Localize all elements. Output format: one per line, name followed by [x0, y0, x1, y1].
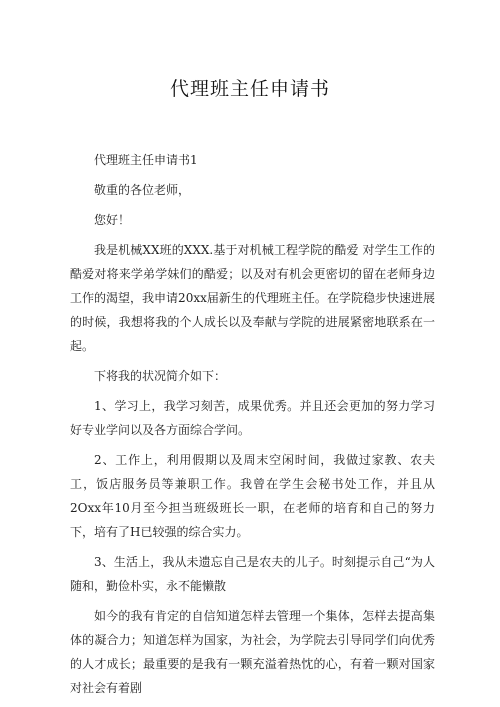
paragraph: 我是机械XX班的XXX.基于对机械工程学院的酷爱 对学生工作的酷爱对将来学弟学妹们的酷爱；以及对有机会更密切的留在老师身边工作的渴望，我申请20xx届新生的代理班主任。在学院稳步快速进展的时候，我想将我的个人成长以及奉献与学院的进展紧密地联系在一起。 [70, 243, 435, 353]
paragraph: 敬重的各位老师， [94, 183, 191, 197]
paragraph: 3、生活上，我从未遗忘自己是农夫的儿子。时刻提示自己“为人随和，勤俭朴实，永不能懒散 [70, 555, 435, 593]
paragraph: 代理班主任申请书1 [94, 153, 198, 167]
paragraph: 1、学习上，我学习刻苦，成果优秀。并且还会更加的努力学习好专业学问以及各方面综合学问。 [70, 399, 435, 437]
document-body [70, 148, 435, 706]
paragraph: 您好！ [94, 213, 131, 227]
paragraph: 2、工作上，利用假期以及周末空闲时间，我做过家教、农夫工，饭店服务员等兼职工作。我曾在学生会秘书处工作，并且从2Oxx年10月至今担当班级班长一职，在老师的培育和自己的努力下，培有了H已较强的综合实力。 [70, 453, 435, 539]
paragraph: 如今的我有肯定的自信知道怎样去管理一个集体，怎样去提高集体的凝合力；知道怎样为国家，为社会，为学院去引导同学们向优秀的人才成长；最重要的是我有一颗充溢着热忱的心，有着一颗对国家对社会有着剧 [70, 609, 435, 695]
document-title: 代理班主任申请书 [169, 78, 330, 100]
paragraph: 下将我的状况简介如下： [94, 369, 227, 383]
